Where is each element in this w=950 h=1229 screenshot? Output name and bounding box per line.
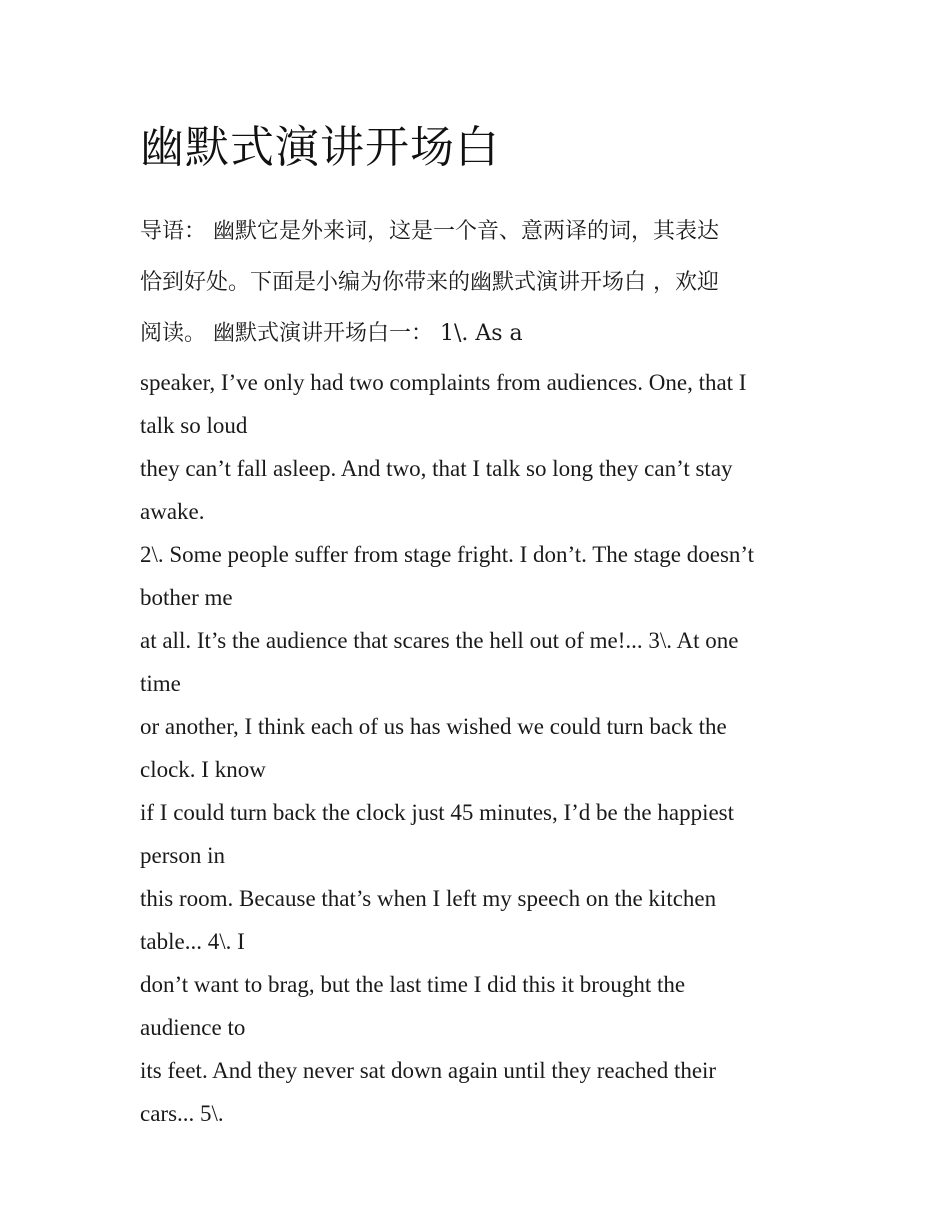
document-title: 幽默式演讲开场白: [140, 122, 500, 173]
intro-paragraph: [140, 206, 810, 359]
text-line: its feet. And they never sat down again until they reached their: [140, 1058, 717, 1083]
text-line: if I could turn back the clock just 45 minutes, I’d be the happiest: [140, 800, 735, 825]
text-line: at all. It’s the audience that scares the hell out of me!... 3\. At one: [140, 628, 739, 653]
text-line: don’t want to brag, but the last time I did this it brought the: [140, 972, 686, 997]
text-line: speaker, I’ve only had two complaints from audiences. One, that I: [140, 370, 747, 395]
document-page: [140, 112, 810, 1135]
text-line: this room. Because that’s when I left my speech on the kitchen: [140, 886, 717, 911]
text-line: clock. I know: [140, 757, 266, 782]
text-line: they can’t fall asleep. And two, that I talk so long they can’t stay: [140, 456, 733, 481]
intro-line: 恰到好处。下面是小编为你带来的幽默式演讲开场白 ，欢迎: [140, 270, 719, 295]
text-line: or another, I think each of us has wished we could turn back the: [140, 714, 727, 739]
text-line: cars... 5\.: [140, 1101, 224, 1126]
text-line: awake.: [140, 499, 205, 524]
text-line: audience to: [140, 1015, 246, 1040]
text-line: time: [140, 671, 181, 696]
text-line: talk so loud: [140, 413, 248, 438]
text-line: table... 4\. I: [140, 929, 245, 954]
intro-line: 阅读。 幽默式演讲开场白一： 1\. As a: [140, 321, 523, 346]
speech-body: [140, 361, 810, 1135]
text-line: bother me: [140, 585, 233, 610]
text-line: person in: [140, 843, 225, 868]
intro-line: 导语： 幽默它是外来词，这是一个音、意两译的词，其表达: [140, 219, 719, 244]
text-line: 2\. Some people suffer from stage fright. I don’t. The stage doesn’t: [140, 542, 755, 567]
